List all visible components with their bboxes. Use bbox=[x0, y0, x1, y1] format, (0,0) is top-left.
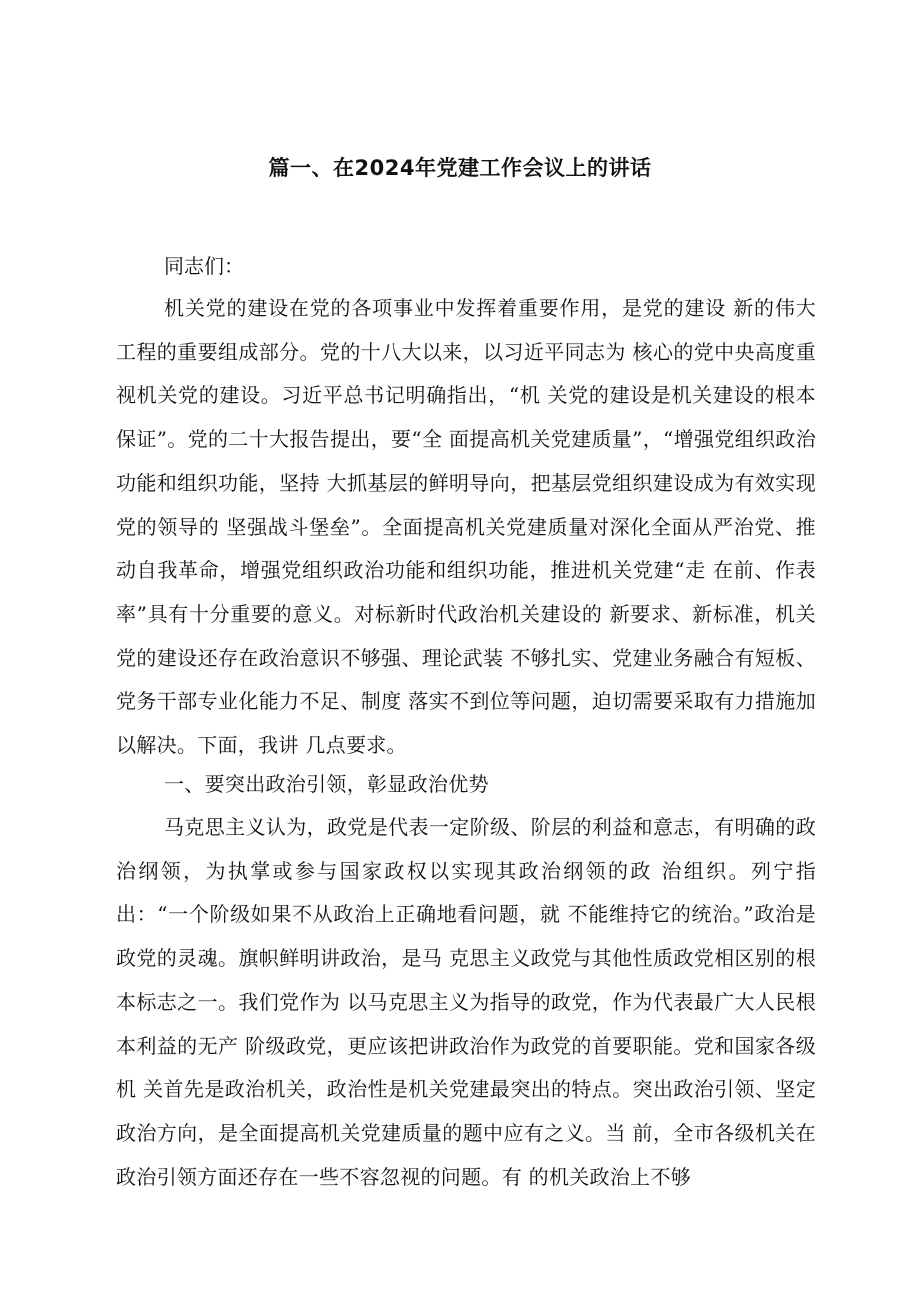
section-heading: 一、要突出政治引领，彰显政治优势 bbox=[164, 772, 489, 796]
body-paragraph: 机关党的建设在党的各项事业中发挥着重要作用，是党的建设 新的伟大工程的重要组成部分。党的十八大以来，以习近平同志为 核心的党中央高度重视机关党的建设。习近平总书记明确指出，“机 关党的建设是机关建设的根本保证”。党的二十大报告提出，要“全 面提高机关党建质量”，“增强党组织政治功能和组织功能，坚持 大抓基层的鲜明导向，把基层党组织建设成为有效实现党的领导的 坚强战斗堡垒”。全面提高机关党建质量对深化全面从严治党、推 动自我革命，增强党组织政治功能和组织功能，推进机关党建“走 在前、作表率”具有十分重要的意义。对标新时代政治机关建设的 新要求、新标准，机关党的建设还存在政治意识不够强、理论武装 不够扎实、党建业务融合有短板、党务干部专业化能力不足、制度 落实不到位等问题，迫切需要采取有力措施加以解决。下面，我讲 几点要求。 bbox=[116, 296, 816, 758]
document-title: 篇一、在2024年党建工作会议上的讲话 bbox=[268, 156, 652, 180]
salutation: 同志们： bbox=[164, 254, 244, 278]
body-paragraph: 马克思主义认为，政党是代表一定阶级、阶层的利益和意志，有明确的政治纲领，为执掌或参与国家政权以实现其政治纲领的政 治组织。列宁指出：“一个阶级如果不从政治上正确地看问题，就 不能维持它的统治。”政治是政党的灵魂。旗帜鲜明讲政治，是马 克思主义政党与其他性质政党相区别的根本标志之一。我们党作为 以马克思主义为指导的政党，作为代表最广大人民根本利益的无产 阶级政党，更应该把讲政治作为政党的首要职能。党和国家各级机 关首先是政治机关，政治性是机关党建最突出的特点。突出政治引领、坚定政治方向，是全面提高机关党建质量的题中应有之义。当 前，全市各级机关在政治引领方面还存在一些不容忽视的问题。有 的机关政治上不够 bbox=[116, 815, 816, 1189]
